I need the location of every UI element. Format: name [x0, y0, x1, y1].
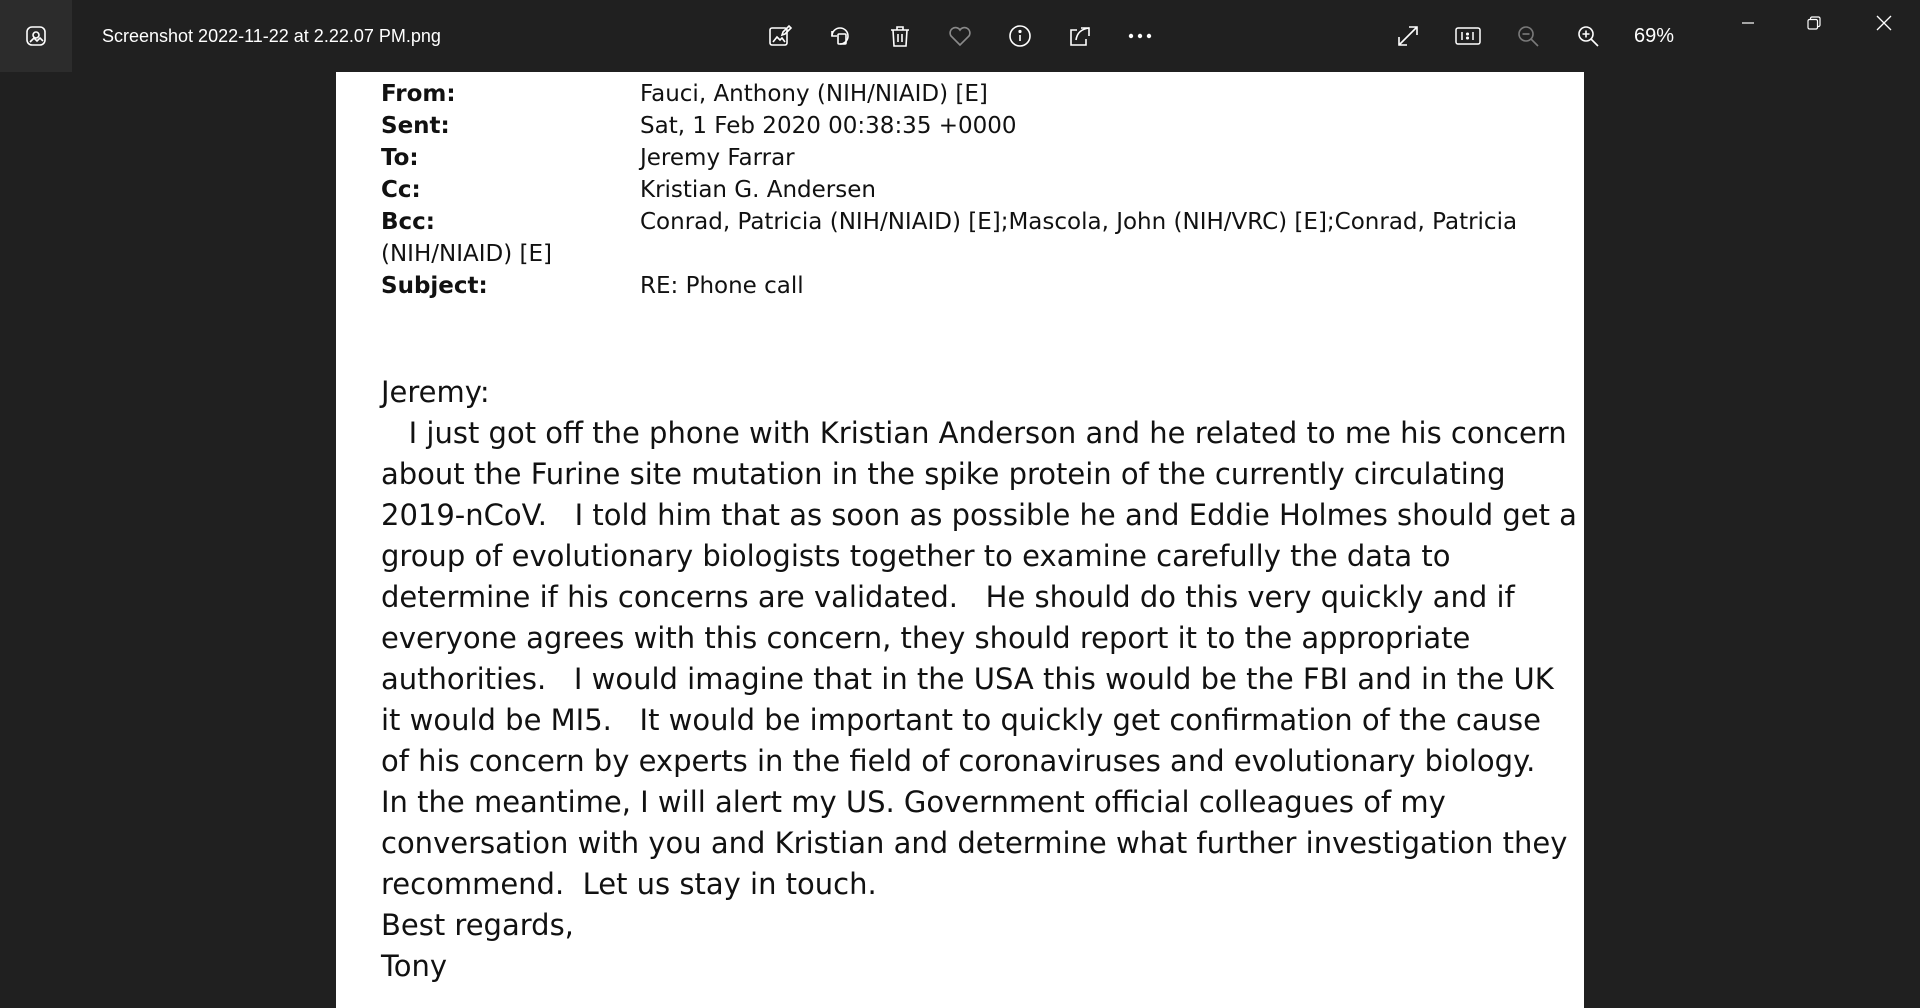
header-label-from: From: [381, 81, 456, 107]
zoom-out-button[interactable] [1510, 18, 1546, 54]
body-line: about the Furine site mutation in the spike protein of the currently circulating [381, 457, 1506, 491]
close-button[interactable] [1854, 0, 1914, 46]
restore-icon [1806, 15, 1822, 31]
zoom-out-icon [1515, 23, 1541, 49]
rotate-button[interactable] [822, 18, 858, 54]
more-button[interactable] [1122, 18, 1158, 54]
body-line: recommend. Let us stay in touch. [381, 867, 877, 901]
info-icon [1007, 23, 1033, 49]
body-greeting: Jeremy: [381, 375, 490, 409]
edit-image-icon [767, 23, 793, 49]
info-button[interactable] [1002, 18, 1038, 54]
header-value-from: Fauci, Anthony (NIH/NIAID) [E] [640, 81, 988, 107]
body-line: I just got off the phone with Kristian Anderson and he related to me his concern [381, 416, 1567, 450]
header-value-sent: Sat, 1 Feb 2020 00:38:35 +0000 [640, 113, 1017, 139]
header-value-cc: Kristian G. Andersen [640, 177, 876, 203]
edit-image-button[interactable] [762, 18, 798, 54]
body-line: of his concern by experts in the field of coronaviruses and evolutionary biology. [381, 744, 1536, 778]
body-line: determine if his concerns are validated. He should do this very quickly and if [381, 580, 1515, 614]
expand-icon [1395, 23, 1421, 49]
header-value-to: Jeremy Farrar [640, 145, 795, 171]
body-line: 2019-nCoV. I told him that as soon as possible he and Eddie Holmes should get a [381, 498, 1577, 532]
body-line: everyone agrees with this concern, they should report it to the appropriate [381, 621, 1471, 655]
body-line: it would be MI5. It would be important to quickly get confirmation of the cause [381, 703, 1541, 737]
favorite-button[interactable] [942, 18, 978, 54]
email-body [381, 372, 1577, 987]
actual-size-button[interactable] [1450, 18, 1486, 54]
delete-button[interactable] [882, 18, 918, 54]
heart-icon [947, 23, 973, 49]
minimize-button[interactable] [1718, 0, 1778, 46]
share-icon [1067, 23, 1093, 49]
trash-icon [887, 23, 913, 49]
body-line: authorities. I would imagine that in the USA this would be the FBI and in the UK [381, 662, 1554, 696]
body-line: group of evolutionary biologists together to examine carefully the data to [381, 539, 1451, 573]
share-button[interactable] [1062, 18, 1098, 54]
zoom-in-icon [1575, 23, 1601, 49]
header-label-to: To: [381, 145, 419, 171]
image-viewer[interactable] [0, 72, 1920, 1008]
zoom-level[interactable]: 69% [1634, 25, 1675, 47]
header-label-sent: Sent: [381, 113, 450, 139]
email-image [336, 72, 1584, 1008]
rotate-icon [827, 23, 853, 49]
body-signature: Tony [381, 949, 448, 983]
zoom-in-button[interactable] [1570, 18, 1606, 54]
header-bcc-continuation: (NIH/NIAID) [E] [381, 241, 552, 267]
body-line: In the meantime, I will alert my US. Government official colleagues of my [381, 785, 1446, 819]
close-icon [1875, 14, 1893, 32]
photos-app-icon [0, 0, 72, 72]
header-value-subject: RE: Phone call [640, 273, 804, 299]
actual-size-icon [1454, 23, 1482, 49]
header-label-cc: Cc: [381, 177, 421, 203]
body-signoff: Best regards, [381, 908, 574, 942]
header-label-subject: Subject: [381, 273, 488, 299]
window-title: Screenshot 2022-11-22 at 2.22.07 PM.png [102, 26, 441, 46]
body-line: conversation with you and Kristian and determine what further investigation they [381, 826, 1568, 860]
ellipsis-icon [1126, 23, 1154, 49]
header-value-bcc: Conrad, Patricia (NIH/NIAID) [E];Mascola, John (NIH/VRC) [E];Conrad, Patricia [640, 209, 1518, 235]
header-label-bcc: Bcc: [381, 209, 435, 235]
fullscreen-button[interactable] [1390, 18, 1426, 54]
title-bar [0, 0, 1920, 72]
minimize-icon [1740, 15, 1756, 31]
restore-button[interactable] [1784, 0, 1844, 46]
